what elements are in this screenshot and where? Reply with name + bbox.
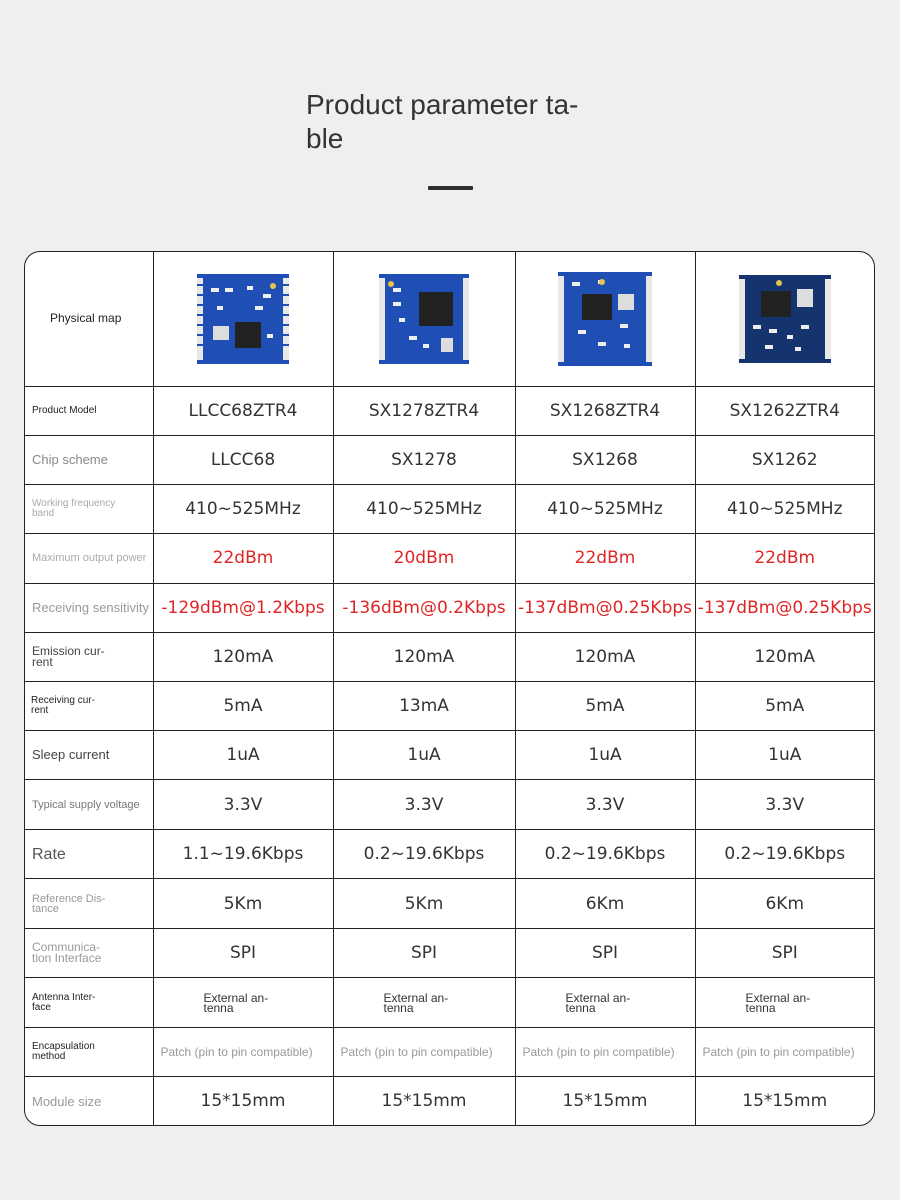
cell-communication-interface-3: SPI (515, 929, 695, 978)
cell-communication-interface-4: SPI (695, 929, 874, 978)
page-title-line-1: Product parameter ta- (306, 89, 579, 120)
cell-reference-distance-3: 6Km (515, 879, 695, 929)
pcb-module-icon (379, 274, 469, 364)
row-label-chip-scheme: Chip scheme (25, 435, 153, 484)
cell-module-size-1: 15*15mm (153, 1077, 333, 1125)
cell-communication-interface-1: SPI (153, 929, 333, 978)
cell-encapsulation-method-2: Patch (pin to pin compatible) (333, 1028, 515, 1077)
title-underline (428, 186, 473, 190)
cell-encapsulation-method-1: Patch (pin to pin compatible) (153, 1028, 333, 1077)
cell-product-model-1: LLCC68ZTR4 (153, 386, 333, 435)
row-max-output-power (25, 533, 874, 583)
row-label-module-size: Module size (25, 1077, 153, 1125)
cell-receiving-sensitivity-4: -137dBm@0.25Kbps (695, 583, 874, 632)
row-reference-distance (25, 879, 874, 929)
cell-emission-current-3: 120mA (515, 632, 695, 681)
cell-product-model-2: SX1278ZTR4 (333, 386, 515, 435)
row-label-physical-map: Physical map (25, 252, 153, 386)
cell-receiving-current-4: 5mA (695, 681, 874, 730)
cell-reference-distance-1: 5Km (153, 879, 333, 929)
cell-module-size-2: 15*15mm (333, 1077, 515, 1125)
row-frequency-band (25, 484, 874, 533)
cell-rate-1: 1.1~19.6Kbps (153, 830, 333, 879)
row-label-antenna-interface: Antenna Inter- face (25, 978, 153, 1028)
cell-sleep-current-2: 1uA (333, 730, 515, 779)
row-receiving-sensitivity (25, 583, 874, 632)
cell-antenna-interface-1: External an- tenna (153, 978, 333, 1028)
row-label-sleep-current: Sleep current (25, 730, 153, 779)
row-label-encapsulation-method: Encapsulation method (25, 1028, 153, 1077)
cell-receiving-sensitivity-2: -136dBm@0.2Kbps (333, 583, 515, 632)
cell-chip-scheme-3: SX1268 (515, 435, 695, 484)
cell-sleep-current-1: 1uA (153, 730, 333, 779)
row-emission-current (25, 632, 874, 681)
cell-chip-scheme-1: LLCC68 (153, 435, 333, 484)
cell-product-model-4: SX1262ZTR4 (695, 386, 874, 435)
module-image-llcc68 (153, 252, 333, 386)
cell-supply-voltage-4: 3.3V (695, 780, 874, 830)
cell-emission-current-2: 120mA (333, 632, 515, 681)
cell-receiving-sensitivity-3: -137dBm@0.25Kbps (515, 583, 695, 632)
cell-frequency-band-3: 410~525MHz (515, 484, 695, 533)
row-label-supply-voltage: Typical supply voltage (25, 780, 153, 830)
cell-receiving-current-1: 5mA (153, 681, 333, 730)
cell-frequency-band-4: 410~525MHz (695, 484, 874, 533)
row-label-max-output-power: Maximum output power (25, 533, 153, 583)
cell-receiving-sensitivity-1: -129dBm@1.2Kbps (153, 583, 333, 632)
cell-sleep-current-3: 1uA (515, 730, 695, 779)
row-encapsulation-method (25, 1028, 874, 1077)
row-supply-voltage (25, 780, 874, 830)
cell-receiving-current-2: 13mA (333, 681, 515, 730)
cell-frequency-band-2: 410~525MHz (333, 484, 515, 533)
cell-antenna-interface-4: External an- tenna (695, 978, 874, 1028)
row-antenna-interface (25, 978, 874, 1028)
cell-max-output-power-2: 20dBm (333, 533, 515, 583)
cell-max-output-power-1: 22dBm (153, 533, 333, 583)
cell-emission-current-4: 120mA (695, 632, 874, 681)
cell-encapsulation-method-3: Patch (pin to pin compatible) (515, 1028, 695, 1077)
row-communication-interface (25, 929, 874, 978)
cell-rate-2: 0.2~19.6Kbps (333, 830, 515, 879)
parameter-table (24, 251, 875, 1126)
pcb-module-icon (739, 275, 831, 363)
row-label-product-model: Product Model (25, 386, 153, 435)
cell-frequency-band-1: 410~525MHz (153, 484, 333, 533)
cell-antenna-interface-2: External an- tenna (333, 978, 515, 1028)
cell-sleep-current-4: 1uA (695, 730, 874, 779)
cell-emission-current-1: 120mA (153, 632, 333, 681)
module-image-sx1262 (695, 252, 874, 386)
row-sleep-current (25, 730, 874, 779)
module-image-sx1278 (333, 252, 515, 386)
cell-chip-scheme-2: SX1278 (333, 435, 515, 484)
cell-module-size-3: 15*15mm (515, 1077, 695, 1125)
row-label-communication-interface: Communica- tion Interface (25, 929, 153, 978)
cell-supply-voltage-3: 3.3V (515, 780, 695, 830)
cell-encapsulation-method-4: Patch (pin to pin compatible) (695, 1028, 874, 1077)
cell-supply-voltage-2: 3.3V (333, 780, 515, 830)
cell-rate-4: 0.2~19.6Kbps (695, 830, 874, 879)
row-physical-map (25, 252, 874, 386)
cell-product-model-3: SX1268ZTR4 (515, 386, 695, 435)
cell-module-size-4: 15*15mm (695, 1077, 874, 1125)
row-label-receiving-sensitivity: Receiving sensitivity (25, 583, 153, 632)
row-module-size (25, 1077, 874, 1125)
cell-reference-distance-2: 5Km (333, 879, 515, 929)
cell-receiving-current-3: 5mA (515, 681, 695, 730)
pcb-module-icon (197, 274, 289, 364)
row-rate (25, 830, 874, 879)
pcb-module-icon (558, 272, 652, 366)
row-label-receiving-current: Receiving cur- rent (25, 681, 153, 730)
cell-communication-interface-2: SPI (333, 929, 515, 978)
cell-max-output-power-4: 22dBm (695, 533, 874, 583)
row-label-rate: Rate (25, 830, 153, 879)
cell-reference-distance-4: 6Km (695, 879, 874, 929)
module-image-sx1268 (515, 252, 695, 386)
cell-max-output-power-3: 22dBm (515, 533, 695, 583)
row-product-model (25, 386, 874, 435)
page-title (306, 88, 606, 156)
row-chip-scheme (25, 435, 874, 484)
cell-antenna-interface-3: External an- tenna (515, 978, 695, 1028)
row-label-emission-current: Emission cur- rent (25, 632, 153, 681)
row-label-frequency-band: Working frequency band (25, 484, 153, 533)
row-receiving-current (25, 681, 874, 730)
row-label-reference-distance: Reference Dis- tance (25, 879, 153, 929)
cell-rate-3: 0.2~19.6Kbps (515, 830, 695, 879)
cell-supply-voltage-1: 3.3V (153, 780, 333, 830)
page-title-line-2: ble (306, 123, 344, 154)
cell-chip-scheme-4: SX1262 (695, 435, 874, 484)
